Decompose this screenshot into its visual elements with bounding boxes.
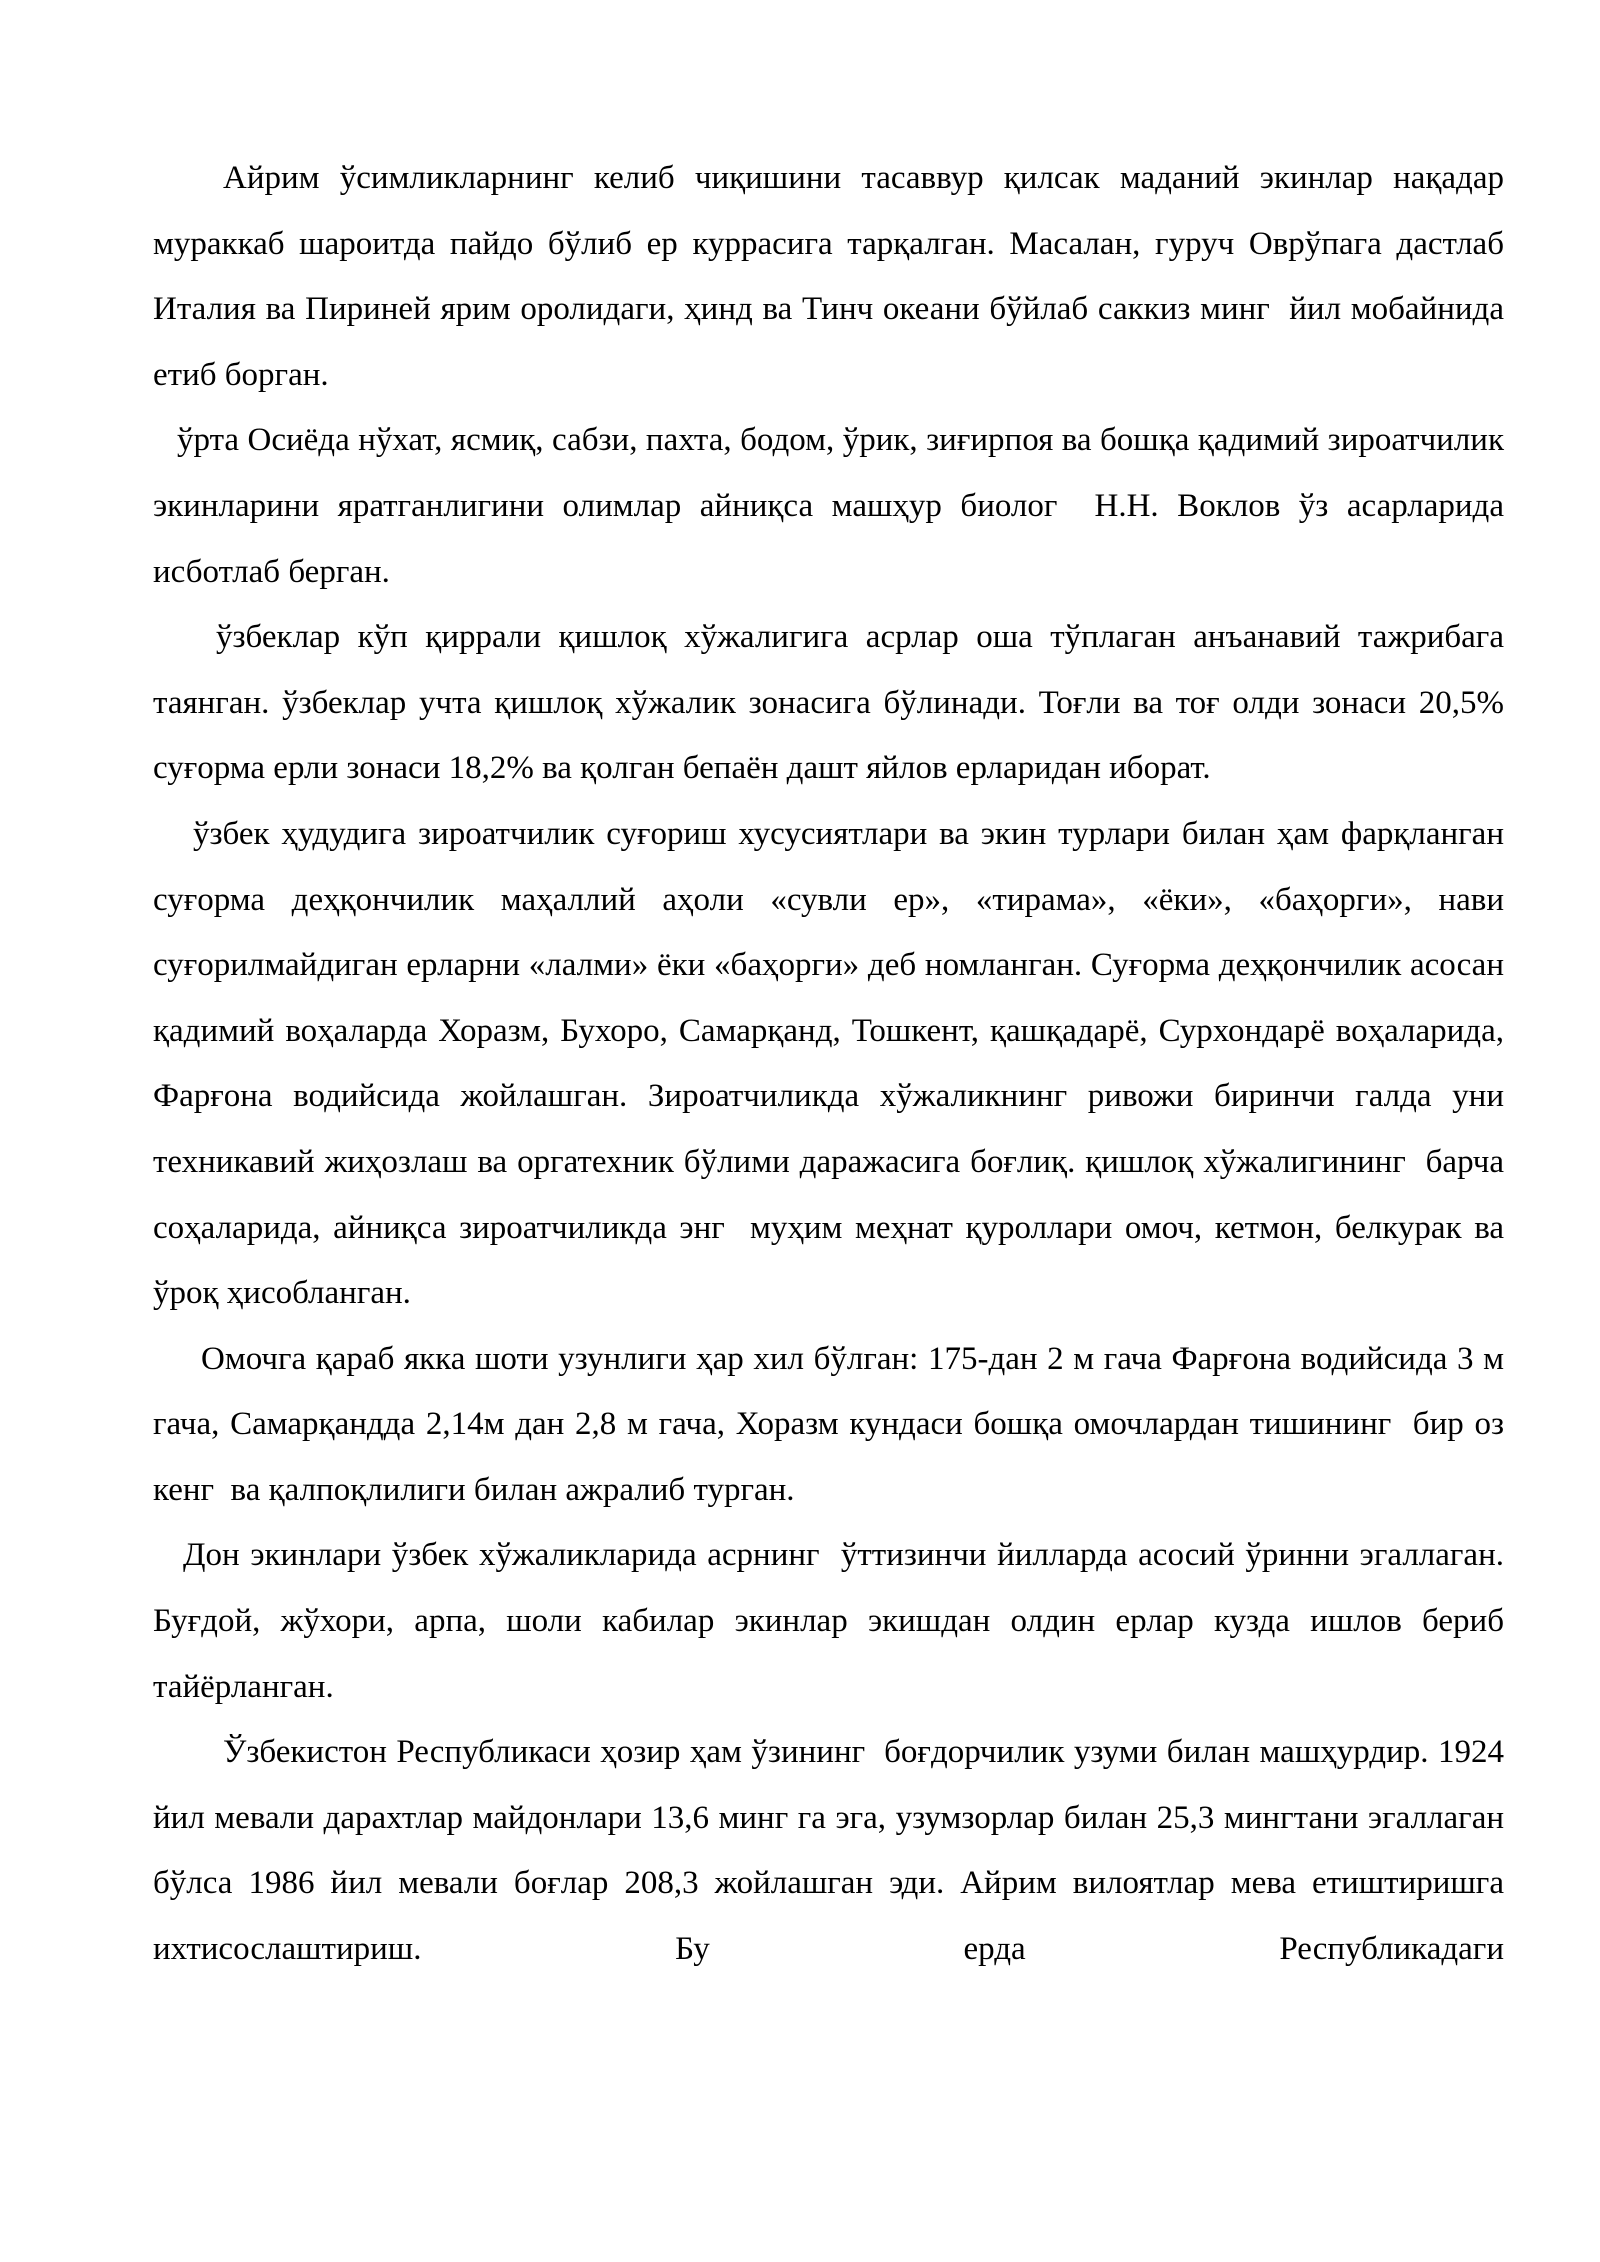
paragraph-5: Омочга қараб якка шоти узунлиги ҳар хил бўлган: 175-дан 2 м гача Фарғона водийсида 3 м гача, Самарқандда 2,14м дан 2,8 м гача, Хоразм кундаси бошқа омочлардан тишининг бир оз кенг ва қалпоқлилиги билан ажралиб турган. xyxy=(153,1340,1513,1508)
paragraph-4: ўзбек ҳудудига зироатчилик суғориш хусусиятлари ва экин турлари билан ҳам фарқланган суғорма деҳқончилик маҳаллий аҳоли «сувли ер», «тирама», «ёки», «баҳорги», нави суғорилмайдиган ерларни «лалми» ёки «баҳорги» деб номланган. Суғорма деҳқончилик асосан қадимий воҳаларда Хоразм, Бухоро, Самарқанд, Тошкент, қашқадарё, Сурхондарё воҳаларида, Фарғона водийсида жойлашган. Зироатчиликда хўжаликнинг ривожи биринчи галда уни техникавий жиҳозлаш ва оргатехник бўлими даражасига боғлиқ. қишлоқ хўжалигининг барча соҳаларида, айниқса зироатчиликда энг муҳим меҳнат қуроллари омоч, кетмон, белкурак ва ўроқ ҳисобланган. xyxy=(153,815,1513,1312)
document-body xyxy=(153,146,1513,1983)
paragraph-3: ўзбеклар кўп қиррали қишлоқ хўжалигига асрлар оша тўплаган анъанавий тажрибага таянган. ўзбеклар учта қишлоқ хўжалик зонасига бўлинади. Тоғли ва тоғ олди зонаси 20,5% суғорма ерли зонаси 18,2% ва қолган бепаён дашт яйлов ерларидан иборат. xyxy=(153,619,1513,787)
paragraph-6: Дон экинлари ўзбек хўжаликларида асрнинг ўттизинчи йилларда асосий ўринни эгаллаган. Буғдой, жўхори, арпа, шоли кабилар экинлар экишдан олдин ерлар кузда ишлов бериб тайёрланган. xyxy=(153,1537,1513,1705)
paragraph-1: Айрим ўсимликларнинг келиб чиқишини тасаввур қилсак маданий экинлар нақадар мураккаб шароитда пайдо бўлиб ер куррасига тарқалган. Масалан, гуруч Оврўпага дастлаб Италия ва Пириней ярим оролидаги, ҳинд ва Тинч океани бўйлаб саккиз минг йил мобайнида етиб борган. xyxy=(153,160,1513,393)
paragraph-2: ўрта Осиёда нўхат, ясмиқ, сабзи, пахта, бодом, ўрик, зиғирпоя ва бошқа қадимий зироатчилик экинларини яратганлигини олимлар айниқса машҳур биолог Н.Н. Воклов ўз асарларида исботлаб берган. xyxy=(153,422,1513,590)
paragraph-7: Ўзбекистон Республикаси ҳозир ҳам ўзининг боғдорчилик узуми билан машҳурдир. 1924 йил мевали дарахтлар майдонлари 13,6 минг га эга, узумзорлар билан 25,3 мингтани эгаллаган бўлса 1986 йил мевали боғлар 208,3 жойлашган эди. Айрим вилоятлар мева етиштиришга ихтисослаштириш. Бу ерда Республикадаги xyxy=(153,1734,1513,1968)
